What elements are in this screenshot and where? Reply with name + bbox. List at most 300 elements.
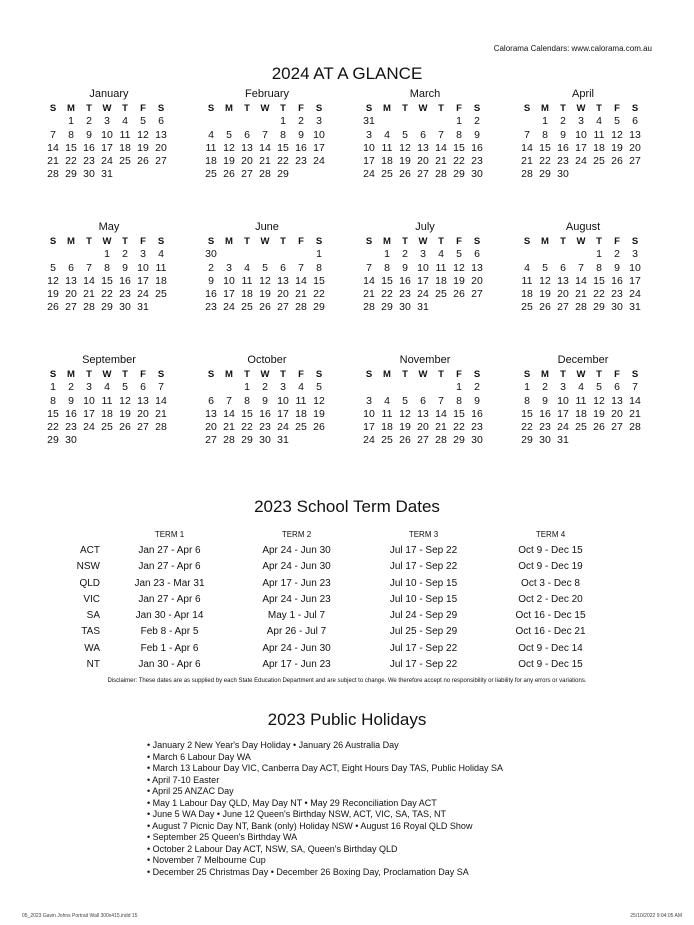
day-number: 27 [557, 301, 569, 314]
day-number: 11 [119, 128, 131, 141]
day-number: 30 [557, 168, 569, 181]
day-number: 27 [629, 155, 641, 168]
day-number: 23 [471, 421, 483, 434]
weekday-header: F [614, 236, 620, 247]
day-number: 8 [542, 128, 548, 141]
day-number: 1 [596, 248, 602, 261]
school-terms-table [0, 526, 694, 673]
day-number: 9 [208, 274, 214, 287]
day-number: 29 [101, 301, 113, 314]
day-number: 8 [316, 261, 322, 274]
day-number: 19 [313, 407, 325, 420]
weekday-header: F [140, 103, 146, 114]
day-number: 8 [104, 261, 110, 274]
day-number: 21 [259, 155, 271, 168]
day-grid [202, 235, 332, 315]
state-label: QLD [79, 577, 100, 589]
month-calendar [202, 354, 332, 448]
day-number: 28 [259, 168, 271, 181]
term-row [0, 624, 694, 640]
day-number: 30 [65, 434, 77, 447]
term-dates: Oct 2 - Dec 20 [518, 593, 583, 605]
day-number: 30 [83, 168, 95, 181]
day-number: 22 [241, 421, 253, 434]
day-number: 9 [474, 394, 480, 407]
day-number [590, 434, 608, 447]
month-name: February [244, 88, 290, 100]
day-number: 9 [298, 128, 304, 141]
day-number: 1 [68, 115, 74, 128]
weekday-header: W [418, 236, 428, 247]
day-number: 6 [420, 394, 426, 407]
day-number: 5 [140, 115, 146, 128]
day-number [310, 434, 328, 447]
day-number: 24 [83, 421, 95, 434]
day-number: 24 [417, 288, 429, 301]
day-grid [360, 368, 490, 448]
weekday-header: T [560, 369, 566, 380]
term-dates: Jul 24 - Sep 29 [389, 610, 458, 622]
day-number: 25 [575, 421, 587, 434]
day-number: 3 [140, 248, 146, 261]
day-number: 24 [277, 421, 289, 434]
day-number: 18 [205, 155, 217, 168]
day-number: 19 [593, 407, 605, 420]
day-number: 10 [277, 394, 289, 407]
weekday-header: W [102, 236, 112, 247]
day-number: 18 [381, 155, 393, 168]
day-number: 16 [471, 407, 483, 420]
term-dates: Jul 25 - Sep 29 [389, 626, 458, 638]
day-number: 11 [435, 261, 447, 274]
day-grid [518, 102, 648, 182]
month-name: March [409, 88, 441, 100]
day-number: 1 [456, 115, 462, 128]
day-number: 5 [614, 115, 620, 128]
day-number: 17 [363, 421, 375, 434]
day-number: 26 [223, 168, 235, 181]
day-number: 28 [629, 421, 641, 434]
day-number: 2 [122, 248, 128, 261]
day-number: 13 [417, 407, 429, 420]
day-number: 20 [205, 421, 217, 434]
day-number: 15 [593, 274, 605, 287]
day-number: 23 [295, 155, 307, 168]
weekday-header: F [456, 236, 462, 247]
day-number: 3 [280, 381, 286, 394]
day-number: 1 [456, 381, 462, 394]
day-number: 23 [399, 288, 411, 301]
month-name: April [571, 88, 594, 100]
day-number: 17 [575, 141, 587, 154]
weekday-header: T [280, 369, 286, 380]
weekday-header: T [280, 236, 286, 247]
day-number [116, 434, 134, 447]
day-number: 30 [399, 301, 411, 314]
day-number: 18 [241, 288, 253, 301]
day-number: 29 [277, 168, 289, 181]
holiday-line: • March 13 Labour Day VIC, Canberra Day ACT, Eight Hours Day TAS, Public Holiday SA [147, 763, 503, 773]
day-number: 28 [295, 301, 307, 314]
term-dates: Apr 17 - Jun 23 [262, 577, 331, 589]
holiday-line: • May 1 Labour Day QLD, May Day NT • May 29 Reconciliation Day ACT [147, 797, 437, 808]
day-number: 24 [313, 155, 325, 168]
day-number: 28 [575, 301, 587, 314]
weekday-header: S [631, 369, 639, 380]
day-number: 5 [122, 381, 128, 394]
day-number: 22 [277, 155, 289, 168]
weekday-header: T [86, 236, 92, 247]
day-number: 23 [259, 421, 271, 434]
month-calendar [518, 88, 648, 182]
day-number: 25 [119, 155, 131, 168]
term-dates: Apr 17 - Jun 23 [262, 659, 331, 671]
day-number: 30 [119, 301, 131, 314]
day-number: 10 [101, 128, 113, 141]
term-header: TERM 1 [154, 529, 185, 539]
weekday-header: M [225, 236, 233, 247]
day-number [518, 248, 536, 261]
day-number: 4 [384, 128, 390, 141]
term-header: TERM 4 [535, 529, 566, 539]
day-number: 14 [259, 141, 271, 154]
day-number: 2 [86, 115, 92, 128]
day-number: 16 [83, 141, 95, 154]
day-number: 20 [137, 407, 149, 420]
day-number: 6 [68, 261, 74, 274]
day-number: 27 [65, 301, 77, 314]
term-header: TERM 2 [281, 529, 312, 539]
term-dates: Jul 17 - Sep 22 [389, 544, 458, 556]
term-dates: Jul 17 - Sep 22 [389, 642, 458, 654]
weekday-header: M [541, 236, 549, 247]
term-header: TERM 3 [408, 529, 439, 539]
day-number: 20 [611, 407, 623, 420]
day-number: 11 [241, 274, 253, 287]
weekday-header: S [523, 103, 531, 114]
day-number: 29 [241, 434, 253, 447]
day-number: 4 [578, 381, 584, 394]
day-number: 15 [539, 141, 551, 154]
weekday-header: T [122, 369, 128, 380]
weekday-header: S [473, 369, 481, 380]
day-number: 19 [259, 288, 271, 301]
day-number: 31 [363, 115, 375, 128]
day-number: 26 [399, 434, 411, 447]
day-number: 18 [593, 141, 605, 154]
day-number: 3 [560, 381, 566, 394]
day-number [274, 248, 292, 261]
day-number: 17 [137, 274, 149, 287]
day-number: 9 [614, 261, 620, 274]
day-number: 15 [277, 141, 289, 154]
day-number: 27 [137, 421, 149, 434]
day-number: 4 [298, 381, 304, 394]
day-number: 31 [137, 301, 149, 314]
day-number: 13 [417, 141, 429, 154]
day-number: 22 [539, 155, 551, 168]
day-number: 30 [471, 434, 483, 447]
day-number: 21 [223, 421, 235, 434]
day-grid [518, 368, 648, 448]
day-number: 25 [101, 421, 113, 434]
day-number: 14 [629, 394, 641, 407]
day-number [554, 248, 572, 261]
day-number: 27 [417, 168, 429, 181]
day-number: 19 [399, 155, 411, 168]
weekday-header: M [541, 369, 549, 380]
day-number: 4 [438, 248, 444, 261]
day-number: 12 [119, 394, 131, 407]
day-number: 1 [280, 115, 286, 128]
day-number: 9 [402, 261, 408, 274]
day-number: 22 [47, 421, 59, 434]
month-calendar [202, 88, 332, 182]
day-number: 7 [226, 394, 232, 407]
day-number: 18 [119, 141, 131, 154]
weekday-header: S [157, 236, 165, 247]
day-number: 15 [521, 407, 533, 420]
day-number [152, 301, 170, 314]
day-number: 9 [560, 128, 566, 141]
holidays-title: 2023 Public Holidays [267, 710, 427, 729]
month-name: December [557, 354, 609, 366]
day-number: 10 [137, 261, 149, 274]
day-number: 21 [629, 407, 641, 420]
weekday-header: S [207, 236, 215, 247]
month-calendar [44, 88, 174, 182]
day-number: 20 [277, 288, 289, 301]
month-calendar [360, 354, 490, 448]
day-number: 13 [65, 274, 77, 287]
day-number: 15 [313, 274, 325, 287]
day-number: 12 [137, 128, 149, 141]
day-number: 22 [521, 421, 533, 434]
term-dates: Jan 27 - Apr 6 [138, 593, 201, 605]
day-number: 1 [316, 248, 322, 261]
day-number: 16 [557, 141, 569, 154]
day-number: 17 [629, 274, 641, 287]
weekday-header: M [541, 103, 549, 114]
term-dates: Feb 1 - Apr 6 [140, 642, 199, 654]
day-number: 21 [435, 155, 447, 168]
day-number: 5 [402, 128, 408, 141]
day-number: 27 [241, 168, 253, 181]
month-name: November [399, 354, 451, 366]
day-number: 17 [313, 141, 325, 154]
day-number: 31 [557, 434, 569, 447]
weekday-header: T [438, 236, 444, 247]
day-number [256, 248, 274, 261]
weekday-header: M [383, 369, 391, 380]
term-dates: Jul 17 - Sep 22 [389, 659, 458, 671]
day-number [572, 168, 590, 181]
day-number [608, 434, 626, 447]
day-number: 21 [47, 155, 59, 168]
school-terms-title: 2023 School Term Dates [254, 497, 440, 516]
weekday-header: T [596, 369, 602, 380]
day-number: 16 [399, 274, 411, 287]
day-number: 10 [83, 394, 95, 407]
term-row [0, 559, 694, 575]
term-dates: Jan 27 - Apr 6 [138, 544, 201, 556]
day-number: 18 [521, 288, 533, 301]
day-number: 1 [50, 381, 56, 394]
day-number: 13 [205, 407, 217, 420]
day-number: 8 [384, 261, 390, 274]
weekday-header: W [576, 103, 586, 114]
day-number: 14 [295, 274, 307, 287]
day-number: 13 [557, 274, 569, 287]
term-dates: Oct 9 - Dec 15 [518, 544, 583, 556]
glance-title: 2024 AT A GLANCE [271, 64, 423, 83]
day-number [310, 168, 328, 181]
term-dates: Jul 17 - Sep 22 [389, 561, 458, 573]
day-number: 20 [155, 141, 167, 154]
terms-header-row [0, 526, 694, 542]
day-number: 20 [241, 155, 253, 168]
weekday-header: F [298, 236, 304, 247]
day-number: 8 [596, 261, 602, 274]
weekday-header: T [86, 103, 92, 114]
day-number: 11 [575, 394, 587, 407]
weekday-header: T [280, 103, 286, 114]
weekday-header: W [260, 236, 270, 247]
day-number [152, 434, 170, 447]
disclaimer: Disclaimer: These dates are as supplied by each State Education Department and are subject to change. We therefore accept no responsibility or liability for any errors or variations. [107, 678, 587, 684]
month-calendar [44, 221, 174, 315]
day-number: 13 [471, 261, 483, 274]
day-number: 13 [629, 128, 641, 141]
weekday-header: T [560, 103, 566, 114]
day-number: 14 [435, 407, 447, 420]
day-number [220, 248, 238, 261]
day-number: 14 [435, 141, 447, 154]
day-number: 11 [381, 407, 393, 420]
day-number: 28 [435, 168, 447, 181]
weekday-header: T [122, 236, 128, 247]
day-number: 6 [140, 381, 146, 394]
day-number [378, 381, 396, 394]
day-number [468, 301, 486, 314]
day-number: 27 [471, 288, 483, 301]
weekday-header: M [225, 103, 233, 114]
day-number: 28 [47, 168, 59, 181]
day-number: 30 [539, 434, 551, 447]
weekday-header: S [631, 103, 639, 114]
day-number: 21 [575, 288, 587, 301]
state-label: NSW [76, 561, 100, 573]
day-number: 23 [83, 155, 95, 168]
day-number: 10 [575, 128, 587, 141]
day-number: 25 [521, 301, 533, 314]
month-name: October [247, 354, 287, 366]
day-number: 24 [363, 168, 375, 181]
day-number [518, 115, 536, 128]
day-number: 13 [155, 128, 167, 141]
day-number: 25 [295, 421, 307, 434]
holiday-list [147, 740, 503, 878]
weekday-header: T [438, 103, 444, 114]
day-grid [518, 235, 648, 315]
term-row [0, 607, 694, 623]
day-number [608, 168, 626, 181]
day-number: 17 [223, 288, 235, 301]
term-dates: Jan 23 - Mar 31 [134, 577, 205, 589]
day-number [134, 168, 152, 181]
day-number: 25 [241, 301, 253, 314]
day-number: 6 [158, 115, 164, 128]
day-number [80, 248, 98, 261]
weekday-header: F [456, 103, 462, 114]
month-calendar [360, 88, 490, 182]
weekday-header: S [473, 103, 481, 114]
weekday-header: S [473, 236, 481, 247]
day-number: 3 [632, 248, 638, 261]
weekday-header: W [576, 369, 586, 380]
day-number: 26 [453, 288, 465, 301]
day-number: 19 [137, 141, 149, 154]
weekday-header: F [140, 369, 146, 380]
day-number: 11 [205, 141, 217, 154]
day-number: 24 [629, 288, 641, 301]
day-number: 12 [399, 141, 411, 154]
weekday-header: M [67, 236, 75, 247]
day-number: 17 [83, 407, 95, 420]
day-number: 14 [223, 407, 235, 420]
day-number: 2 [298, 115, 304, 128]
day-number: 29 [453, 434, 465, 447]
day-number: 12 [259, 274, 271, 287]
day-number: 23 [205, 301, 217, 314]
day-number: 4 [208, 128, 214, 141]
day-number [134, 434, 152, 447]
day-number: 31 [417, 301, 429, 314]
term-dates: Oct 9 - Dec 19 [518, 561, 583, 573]
day-number: 17 [417, 274, 429, 287]
day-number: 15 [65, 141, 77, 154]
weekday-header: W [418, 103, 428, 114]
day-number: 29 [47, 434, 59, 447]
holiday-line: • March 6 Labour Day WA [147, 751, 251, 762]
weekday-header: S [631, 236, 639, 247]
day-number [292, 248, 310, 261]
day-number: 19 [223, 155, 235, 168]
day-number: 29 [381, 301, 393, 314]
month-calendar [360, 221, 490, 315]
weekday-header: T [244, 236, 250, 247]
day-number: 5 [596, 381, 602, 394]
day-number: 31 [629, 301, 641, 314]
weekday-header: T [560, 236, 566, 247]
day-number: 5 [226, 128, 232, 141]
day-grid [202, 368, 332, 448]
day-number: 11 [155, 261, 167, 274]
day-number: 26 [313, 421, 325, 434]
term-dates: Apr 24 - Jun 30 [262, 544, 331, 556]
day-number: 24 [101, 155, 113, 168]
month-name: May [98, 221, 120, 233]
day-number: 23 [557, 155, 569, 168]
day-number: 2 [208, 261, 214, 274]
holiday-line: • November 7 Melbourne Cup [147, 855, 266, 865]
day-number [536, 248, 554, 261]
term-dates: Jul 10 - Sep 15 [389, 593, 458, 605]
weekday-header: M [67, 103, 75, 114]
day-number: 23 [471, 155, 483, 168]
weekday-header: S [49, 369, 57, 380]
day-number: 7 [262, 128, 268, 141]
